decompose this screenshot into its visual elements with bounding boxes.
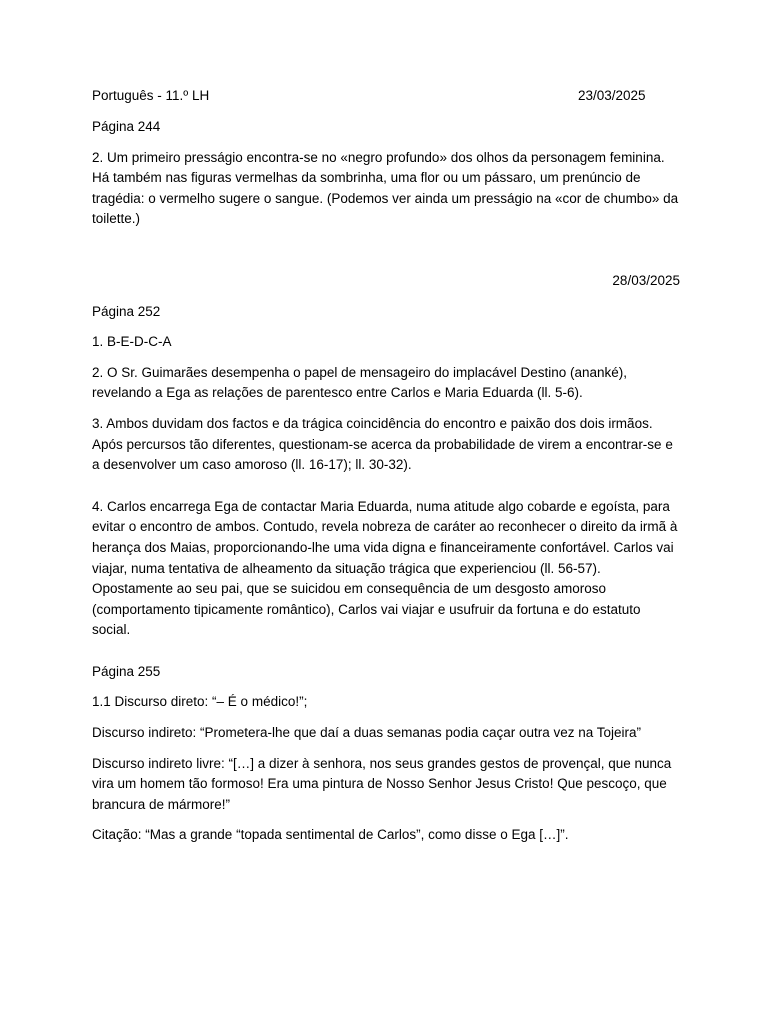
page-label-244: Página 244 [92, 119, 161, 134]
document-page [92, 86, 680, 856]
answer-252-2: 2. O Sr. Guimarães desempenha o papel de mensageiro do implacável Destino (ananké), revelando a Ega as relações de parentesco entre Carlos e Maria Eduarda (ll. 5-6). [92, 364, 628, 401]
header-date: 23/03/2025 [578, 88, 646, 103]
spacer [92, 486, 680, 497]
answer-244-2: 2. Um primeiro presságio encontra-se no «negro profundo» dos olhos da personagem feminina. Há também nas figuras vermelhas da sombrinha, uma flor ou um pássaro, um prenúncio de tragédia: o vermelho sugere o sangue. (Podemos ver ainda um presságio na «cor de chumbo» da toilette.) [92, 149, 679, 227]
section-date: 28/03/2025 [612, 272, 680, 288]
answer-255-quote: Citação: “Mas a grande “topada sentimental de Carlos”, como disse o Ega […]”. [92, 827, 569, 843]
answer-255-direct: 1.1 Discurso direto: “– É o médico!”; [92, 694, 308, 710]
answer-252-3: 3. Ambos duvidam dos factos e da trágica coincidência do encontro e paixão dos dois irmãos. Após percursos tão diferentes, questionam-se acerca da probabilidade de virem a encontrar-se e a desenvolver um caso amoroso (ll. 16-17); ll. 30-32). [92, 415, 673, 473]
subject-label: Português - 11.º LH [92, 88, 210, 103]
answer-255-indirect: Discurso indireto: “Prometera-lhe que daí a duas semanas podia caçar outra vez na Tojeira” [92, 725, 642, 741]
answer-252-4: 4. Carlos encarrega Ega de contactar Maria Eduarda, numa atitude algo cobarde e egoísta, para evitar o encontro de ambos. Contudo, revela nobreza de caráter ao reconhecer o direito da irmã à herança dos Maias, proporcionando-lhe uma vida digna e financeiramente confortável. Carlos vai viajar, numa tentativa de alheamento da situação trágica que experienciou (ll. 56-57). Opostamente ao seu pai, que se suicidou em consequência de um desgosto amoroso (comportamento tipicamente romântico), Carlos vai viajar e usufruir da fortuna e do estatuto social. [92, 498, 678, 638]
spacer [92, 651, 680, 662]
page-label-255: Página 255 [92, 663, 161, 679]
spacer [92, 240, 680, 271]
page-label-252: Página 252 [92, 303, 161, 319]
answer-255-free-indirect: Discurso indireto livre: “[…] a dizer à senhora, nos seus grandes gestos de provençal, que nunca vira um homem tão formoso! Era uma pintura de Nosso Senhor Jesus Cristo! Que pescoço, que brancura de mármore!” [92, 755, 672, 812]
answer-252-1: 1. B-E-D-C-A [92, 334, 172, 350]
document-header [92, 86, 680, 107]
